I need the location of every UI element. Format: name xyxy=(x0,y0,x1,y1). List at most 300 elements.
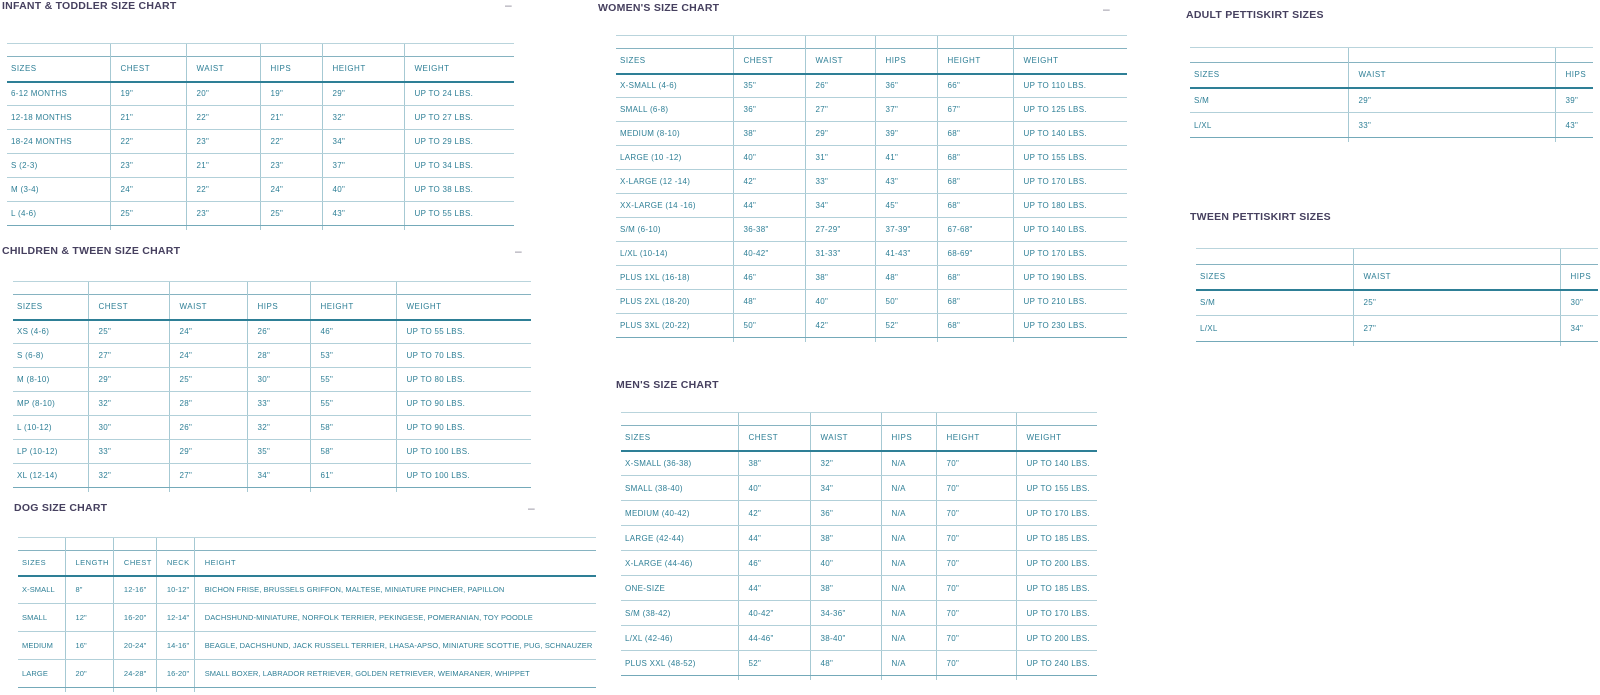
data-cell: 50" xyxy=(875,290,937,314)
spacer-cell xyxy=(18,538,65,551)
data-cell: 68" xyxy=(937,170,1013,194)
spacer-cell xyxy=(936,413,1016,426)
spacer-cell xyxy=(937,338,1013,342)
data-cell: 36" xyxy=(875,74,937,98)
data-cell: UP TO 70 LBS. xyxy=(396,344,531,368)
data-cell: PLUS 3XL (20-22) xyxy=(616,314,733,338)
table-row xyxy=(621,551,1097,576)
spacer-cell xyxy=(621,413,738,426)
data-cell: UP TO 170 LBS. xyxy=(1016,601,1097,626)
table-row xyxy=(616,218,1127,242)
spacer-cell xyxy=(738,676,810,680)
data-cell: 25" xyxy=(88,320,169,344)
data-cell: 70" xyxy=(936,626,1016,651)
table-row xyxy=(616,314,1127,338)
data-cell: 23" xyxy=(110,154,186,178)
data-cell: 44-46" xyxy=(738,626,810,651)
data-cell: 46" xyxy=(733,266,805,290)
data-cell: 8" xyxy=(65,576,113,604)
data-cell: LARGE (10 -12) xyxy=(616,146,733,170)
data-cell: 32" xyxy=(810,451,881,476)
spacer-cell xyxy=(738,413,810,426)
data-cell: 30" xyxy=(88,416,169,440)
data-cell: 70" xyxy=(936,451,1016,476)
data-cell: LARGE (42-44) xyxy=(621,526,738,551)
spacer-cell xyxy=(875,36,937,49)
data-cell: 14-16" xyxy=(156,632,194,660)
data-cell: 70" xyxy=(936,526,1016,551)
spacer-cell xyxy=(7,226,110,230)
data-cell: 27" xyxy=(805,98,875,122)
column-header: HEIGHT xyxy=(322,57,404,82)
collapse-icon[interactable]: – xyxy=(528,501,535,515)
data-cell: 70" xyxy=(936,551,1016,576)
data-cell: X-LARGE (44-46) xyxy=(621,551,738,576)
spacer-cell xyxy=(194,538,596,551)
table-row xyxy=(616,290,1127,314)
data-cell: 18-24 MONTHS xyxy=(7,130,110,154)
spacer-cell xyxy=(1013,36,1127,49)
spacer-cell xyxy=(805,338,875,342)
spacer-cell xyxy=(156,538,194,551)
data-cell: X-SMALL xyxy=(18,576,65,604)
mens-chart-title: MEN'S SIZE CHART xyxy=(616,379,719,391)
spacer-cell xyxy=(1353,342,1560,346)
data-cell: N/A xyxy=(881,576,936,601)
bottom-stub-row xyxy=(13,488,531,492)
spacer-cell xyxy=(396,282,531,295)
column-header: WAIST xyxy=(169,295,247,320)
data-cell: 33" xyxy=(805,170,875,194)
data-cell: UP TO 38 LBS. xyxy=(404,178,514,202)
spacer-cell xyxy=(65,538,113,551)
table-row xyxy=(1190,88,1593,113)
data-cell: UP TO 170 LBS. xyxy=(1013,170,1127,194)
data-cell: S (6-8) xyxy=(13,344,88,368)
table-row xyxy=(7,130,514,154)
data-cell: 48" xyxy=(733,290,805,314)
data-cell: 40" xyxy=(322,178,404,202)
data-cell: UP TO 55 LBS. xyxy=(404,202,514,226)
data-cell: 43" xyxy=(322,202,404,226)
data-cell: 58" xyxy=(310,440,396,464)
spacer-cell xyxy=(186,226,260,230)
data-cell: 16-20" xyxy=(156,660,194,688)
data-cell: SMALL (38-40) xyxy=(621,476,738,501)
column-header: CHEST xyxy=(110,57,186,82)
spacer-cell xyxy=(1348,138,1555,142)
spacer-cell xyxy=(260,226,322,230)
spacer-cell xyxy=(247,488,310,492)
data-cell: UP TO 90 LBS. xyxy=(396,392,531,416)
data-cell: 44" xyxy=(738,526,810,551)
data-cell: 43" xyxy=(1555,113,1593,138)
table-row xyxy=(616,122,1127,146)
data-cell: 48" xyxy=(810,651,881,676)
column-header: HIPS xyxy=(875,49,937,74)
table-row xyxy=(13,464,531,488)
spacer-cell xyxy=(621,676,738,680)
data-cell: 31" xyxy=(805,146,875,170)
column-header: HEIGHT xyxy=(310,295,396,320)
data-cell: 19" xyxy=(260,82,322,106)
data-cell: 38" xyxy=(805,266,875,290)
data-cell: 23" xyxy=(186,130,260,154)
data-cell: LARGE xyxy=(18,660,65,688)
data-cell: 19" xyxy=(110,82,186,106)
data-cell: LP (10-12) xyxy=(13,440,88,464)
data-cell: 34" xyxy=(810,476,881,501)
data-cell: L/XL xyxy=(1196,316,1353,342)
data-cell: N/A xyxy=(881,501,936,526)
data-cell: 36" xyxy=(733,98,805,122)
column-header: HIPS xyxy=(881,426,936,451)
data-cell: X-SMALL (4-6) xyxy=(616,74,733,98)
table-row xyxy=(621,576,1097,601)
data-cell: L/XL (10-14) xyxy=(616,242,733,266)
data-cell: 21" xyxy=(110,106,186,130)
data-cell: 41-43" xyxy=(875,242,937,266)
spacer-cell xyxy=(13,282,88,295)
data-cell: 68" xyxy=(937,194,1013,218)
data-cell: 68" xyxy=(937,122,1013,146)
data-cell: 12-16" xyxy=(113,576,156,604)
data-cell: MEDIUM (40-42) xyxy=(621,501,738,526)
data-cell: 28" xyxy=(247,344,310,368)
data-cell: PLUS XXL (48-52) xyxy=(621,651,738,676)
data-cell: 34" xyxy=(1560,316,1598,342)
infant-toddler-chart-title: INFANT & TODDLER SIZE CHART xyxy=(2,0,177,12)
data-cell: UP TO 155 LBS. xyxy=(1013,146,1127,170)
data-cell: MEDIUM (8-10) xyxy=(616,122,733,146)
spacer-cell xyxy=(310,282,396,295)
column-header: SIZES xyxy=(18,551,65,576)
data-cell: L (10-12) xyxy=(13,416,88,440)
data-cell: DACHSHUND-MINIATURE, NORFOLK TERRIER, PEKINGESE, POMERANIAN, TOY POODLE xyxy=(194,604,596,632)
column-header: WEIGHT xyxy=(1013,49,1127,74)
spacer-cell xyxy=(65,688,113,692)
spacer-cell xyxy=(733,36,805,49)
column-header: HEIGHT xyxy=(194,551,596,576)
data-cell: UP TO 185 LBS. xyxy=(1016,576,1097,601)
data-cell: 50" xyxy=(733,314,805,338)
data-cell: N/A xyxy=(881,476,936,501)
data-cell: 34-36" xyxy=(810,601,881,626)
spacer-cell xyxy=(1353,249,1560,265)
data-cell: 31-33" xyxy=(805,242,875,266)
data-cell: UP TO 200 LBS. xyxy=(1016,626,1097,651)
header-row xyxy=(18,551,596,576)
column-header: WAIST xyxy=(805,49,875,74)
data-cell: UP TO 200 LBS. xyxy=(1016,551,1097,576)
spacer-cell xyxy=(404,226,514,230)
table-row xyxy=(13,392,531,416)
spacer-row xyxy=(1196,249,1598,265)
spacer-cell xyxy=(194,688,596,692)
data-cell: 27" xyxy=(169,464,247,488)
data-cell: 23" xyxy=(186,202,260,226)
column-header: HEIGHT xyxy=(937,49,1013,74)
table-row xyxy=(616,242,1127,266)
spacer-row xyxy=(1190,48,1593,63)
data-cell: UP TO 27 LBS. xyxy=(404,106,514,130)
column-header: SIZES xyxy=(621,426,738,451)
data-cell: UP TO 140 LBS. xyxy=(1016,451,1097,476)
data-cell: 35" xyxy=(733,74,805,98)
data-cell: 40" xyxy=(810,551,881,576)
column-header: HIPS xyxy=(247,295,310,320)
data-cell: UP TO 230 LBS. xyxy=(1013,314,1127,338)
spacer-cell xyxy=(1190,138,1348,142)
data-cell: L/XL (42-46) xyxy=(621,626,738,651)
table-row xyxy=(621,626,1097,651)
data-cell: UP TO 240 LBS. xyxy=(1016,651,1097,676)
data-cell: 46" xyxy=(738,551,810,576)
data-cell: 40-42" xyxy=(733,242,805,266)
collapse-icon[interactable]: – xyxy=(1103,2,1110,16)
table-row xyxy=(7,106,514,130)
data-cell: 33" xyxy=(88,440,169,464)
data-cell: 29" xyxy=(805,122,875,146)
data-cell: 66" xyxy=(937,74,1013,98)
data-cell: UP TO 170 LBS. xyxy=(1013,242,1127,266)
bottom-stub-row xyxy=(7,226,514,230)
children-tween-size-table xyxy=(13,281,531,492)
table-row xyxy=(18,604,596,632)
data-cell: UP TO 110 LBS. xyxy=(1013,74,1127,98)
data-cell: 38" xyxy=(810,526,881,551)
data-cell: 36-38" xyxy=(733,218,805,242)
header-row xyxy=(1190,63,1593,88)
data-cell: XX-LARGE (14 -16) xyxy=(616,194,733,218)
spacer-cell xyxy=(260,44,322,57)
data-cell: UP TO 90 LBS. xyxy=(396,416,531,440)
header-row xyxy=(13,295,531,320)
data-cell: 67" xyxy=(937,98,1013,122)
bottom-stub-row xyxy=(616,338,1127,342)
table-row xyxy=(616,170,1127,194)
data-cell: 32" xyxy=(247,416,310,440)
spacer-cell xyxy=(322,44,404,57)
dog-size-table xyxy=(18,537,596,692)
data-cell: UP TO 125 LBS. xyxy=(1013,98,1127,122)
data-cell: 61" xyxy=(310,464,396,488)
spacer-cell xyxy=(1560,342,1598,346)
spacer-cell xyxy=(875,338,937,342)
data-cell: UP TO 170 LBS. xyxy=(1016,501,1097,526)
column-header: CHEST xyxy=(733,49,805,74)
data-cell: 25" xyxy=(260,202,322,226)
table-row xyxy=(7,178,514,202)
data-cell: 21" xyxy=(186,154,260,178)
header-row xyxy=(7,57,514,82)
data-cell: 68-69" xyxy=(937,242,1013,266)
dog-chart-title: DOG SIZE CHART xyxy=(14,502,108,514)
spacer-cell xyxy=(733,338,805,342)
spacer-cell xyxy=(186,44,260,57)
data-cell: N/A xyxy=(881,451,936,476)
table-row xyxy=(13,440,531,464)
data-cell: 46" xyxy=(310,320,396,344)
table-row xyxy=(1190,113,1593,138)
spacer-row xyxy=(621,413,1097,426)
data-cell: XL (12-14) xyxy=(13,464,88,488)
spacer-cell xyxy=(156,688,194,692)
data-cell: SMALL xyxy=(18,604,65,632)
column-header: HIPS xyxy=(260,57,322,82)
data-cell: 16" xyxy=(65,632,113,660)
spacer-cell xyxy=(113,688,156,692)
data-cell: 22" xyxy=(260,130,322,154)
data-cell: 26" xyxy=(805,74,875,98)
table-row xyxy=(18,660,596,688)
column-header: SIZES xyxy=(616,49,733,74)
spacer-cell xyxy=(937,36,1013,49)
data-cell: 58" xyxy=(310,416,396,440)
data-cell: 34" xyxy=(247,464,310,488)
column-header: SIZES xyxy=(13,295,88,320)
data-cell: 25" xyxy=(1353,290,1560,316)
data-cell: UP TO 100 LBS. xyxy=(396,440,531,464)
collapse-icon[interactable]: – xyxy=(505,0,512,12)
data-cell: 55" xyxy=(310,392,396,416)
data-cell: 32" xyxy=(88,464,169,488)
tween-pettiskirt-size-table xyxy=(1196,248,1598,346)
data-cell: 38" xyxy=(738,451,810,476)
data-cell: 29" xyxy=(322,82,404,106)
spacer-cell xyxy=(322,226,404,230)
data-cell: 40" xyxy=(733,146,805,170)
table-row xyxy=(13,320,531,344)
column-header: NECK xyxy=(156,551,194,576)
table-row xyxy=(13,416,531,440)
spacer-row xyxy=(18,538,596,551)
data-cell: 26" xyxy=(247,320,310,344)
data-cell: 39" xyxy=(1555,88,1593,113)
data-cell: 52" xyxy=(738,651,810,676)
column-header: SIZES xyxy=(1190,63,1348,88)
spacer-cell xyxy=(110,226,186,230)
table-row xyxy=(7,202,514,226)
data-cell: 16-20" xyxy=(113,604,156,632)
data-cell: 40-42" xyxy=(738,601,810,626)
data-cell: UP TO 180 LBS. xyxy=(1013,194,1127,218)
spacer-cell xyxy=(88,282,169,295)
data-cell: X-SMALL (36-38) xyxy=(621,451,738,476)
data-cell: 24" xyxy=(110,178,186,202)
data-cell: SMALL BOXER, LABRADOR RETRIEVER, GOLDEN RETRIEVER, WEIMARANER, WHIPPET xyxy=(194,660,596,688)
table-row xyxy=(616,194,1127,218)
column-header: WEIGHT xyxy=(396,295,531,320)
spacer-cell xyxy=(110,44,186,57)
spacer-cell xyxy=(810,676,881,680)
spacer-row xyxy=(13,282,531,295)
data-cell: UP TO 55 LBS. xyxy=(396,320,531,344)
spacer-cell xyxy=(1555,138,1593,142)
header-row xyxy=(1196,265,1598,290)
bottom-stub-row xyxy=(621,676,1097,680)
table-row xyxy=(1196,316,1598,342)
table-row xyxy=(621,451,1097,476)
data-cell: UP TO 24 LBS. xyxy=(404,82,514,106)
data-cell: 39" xyxy=(875,122,937,146)
data-cell: UP TO 100 LBS. xyxy=(396,464,531,488)
data-cell: 20" xyxy=(186,82,260,106)
table-row xyxy=(616,146,1127,170)
column-header: WEIGHT xyxy=(404,57,514,82)
table-row xyxy=(13,344,531,368)
data-cell: 29" xyxy=(169,440,247,464)
data-cell: 52" xyxy=(875,314,937,338)
data-cell: 24" xyxy=(169,344,247,368)
data-cell: 42" xyxy=(738,501,810,526)
spacer-cell xyxy=(169,488,247,492)
data-cell: MP (8-10) xyxy=(13,392,88,416)
spacer-cell xyxy=(810,413,881,426)
data-cell: N/A xyxy=(881,651,936,676)
table-row xyxy=(621,651,1097,676)
data-cell: 33" xyxy=(247,392,310,416)
spacer-cell xyxy=(805,36,875,49)
column-header: WAIST xyxy=(1348,63,1555,88)
collapse-icon[interactable]: – xyxy=(515,244,522,258)
data-cell: 44" xyxy=(733,194,805,218)
table-row xyxy=(621,601,1097,626)
data-cell: 70" xyxy=(936,651,1016,676)
table-row xyxy=(7,154,514,178)
table-row xyxy=(616,98,1127,122)
data-cell: 27" xyxy=(88,344,169,368)
data-cell: 34" xyxy=(322,130,404,154)
column-header: HIPS xyxy=(1560,265,1598,290)
data-cell: 30" xyxy=(247,368,310,392)
spacer-cell xyxy=(88,488,169,492)
data-cell: 24" xyxy=(169,320,247,344)
data-cell: N/A xyxy=(881,526,936,551)
column-header: SIZES xyxy=(7,57,110,82)
data-cell: 48" xyxy=(875,266,937,290)
spacer-cell xyxy=(1196,249,1353,265)
data-cell: M (8-10) xyxy=(13,368,88,392)
spacer-cell xyxy=(113,538,156,551)
data-cell: 44" xyxy=(738,576,810,601)
data-cell: 12-18 MONTHS xyxy=(7,106,110,130)
column-header: WAIST xyxy=(1353,265,1560,290)
data-cell: N/A xyxy=(881,626,936,651)
data-cell: 34" xyxy=(805,194,875,218)
data-cell: X-LARGE (12 -14) xyxy=(616,170,733,194)
data-cell: M (3-4) xyxy=(7,178,110,202)
data-cell: 32" xyxy=(322,106,404,130)
data-cell: UP TO 210 LBS. xyxy=(1013,290,1127,314)
data-cell: 10-12" xyxy=(156,576,194,604)
spacer-cell xyxy=(1555,48,1593,63)
spacer-cell xyxy=(881,676,936,680)
data-cell: 24-28" xyxy=(113,660,156,688)
spacer-row xyxy=(7,44,514,57)
data-cell: 22" xyxy=(186,106,260,130)
spacer-cell xyxy=(7,44,110,57)
data-cell: 27" xyxy=(1353,316,1560,342)
data-cell: 38" xyxy=(810,576,881,601)
data-cell: 37" xyxy=(875,98,937,122)
data-cell: UP TO 80 LBS. xyxy=(396,368,531,392)
table-row xyxy=(616,74,1127,98)
spacer-cell xyxy=(404,44,514,57)
data-cell: S/M xyxy=(1196,290,1353,316)
data-cell: XS (4-6) xyxy=(13,320,88,344)
spacer-cell xyxy=(1190,48,1348,63)
